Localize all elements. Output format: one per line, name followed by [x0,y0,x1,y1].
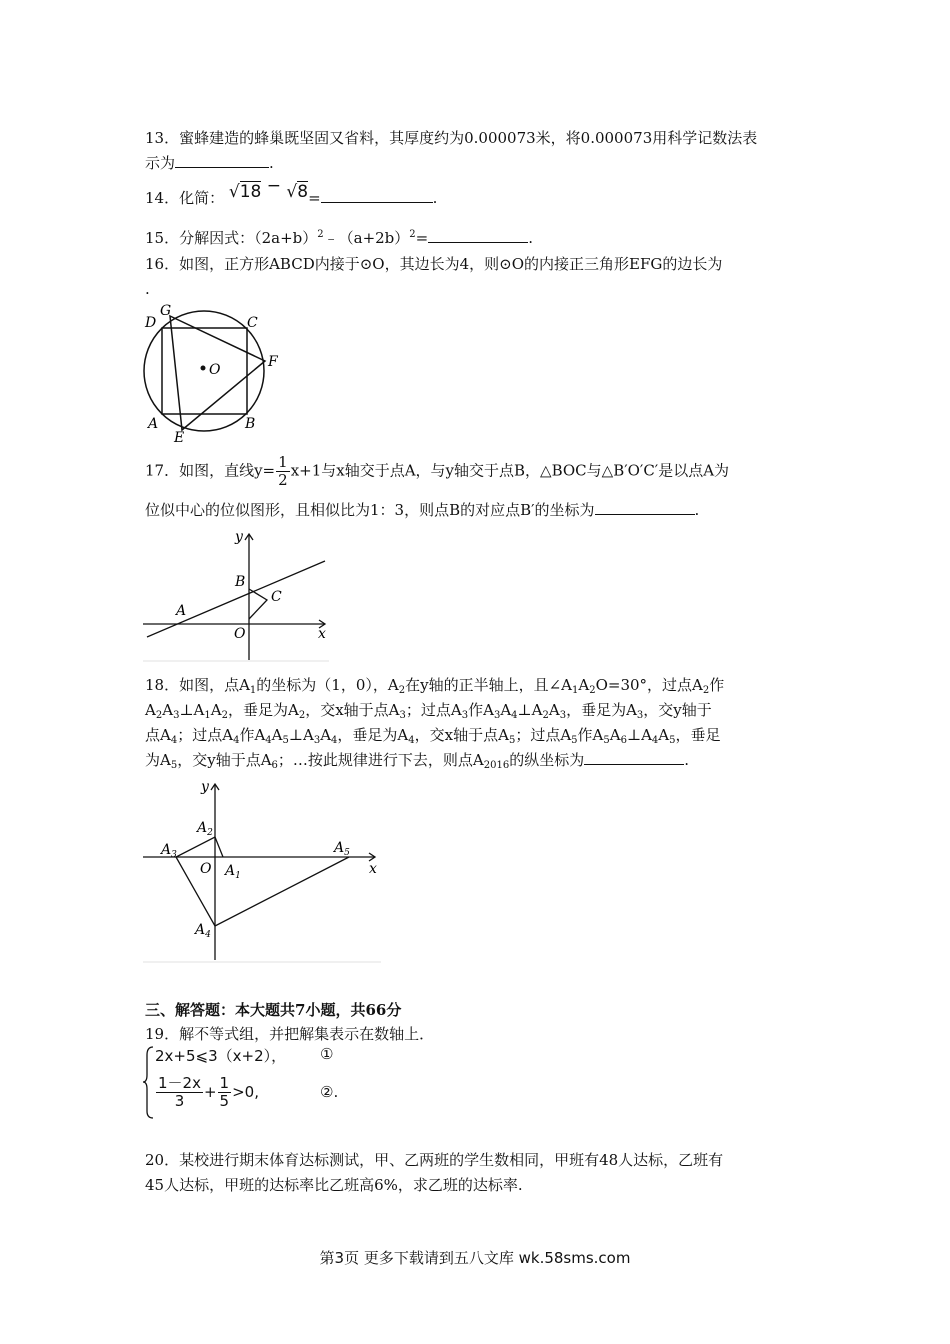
label-x: x [318,626,326,642]
sqrt-icon: √ [286,182,298,202]
left-brace-icon [143,1045,155,1120]
frac-numerator: 1 [278,453,288,471]
label-a: A [176,603,187,619]
q17-prefix: 17．如图，直线y= [145,461,276,480]
center-point [201,366,206,371]
fraction-one-half [276,454,290,489]
label-a4: $A_4$ [195,922,211,940]
label-e: E [174,430,185,444]
coordinate-figure-18 [143,778,381,964]
page-footer: 第3页 更多下载请到五八文库 wk.58sms.com [319,1249,631,1267]
label-g: G [160,304,172,319]
label-a5: $A_5$ [334,840,350,858]
q20-line2: 45人达标，甲班的达标率比乙班高6%，求乙班的达标率. [145,1176,523,1194]
question-16 [145,252,810,302]
label-a3: $A_3$ [161,842,177,860]
question-20 [145,1148,810,1198]
answer-blank[interactable] [428,227,528,243]
frac-denominator: 2 [278,471,288,489]
answer-blank[interactable] [595,499,695,515]
spiral-path [176,837,349,926]
label-y: y [235,529,243,545]
inequality-1: 2x+5⩽3（x+2）， [155,1047,287,1065]
q17-end: . [694,501,700,519]
label-x: x [369,861,377,877]
label-f: F [268,354,278,370]
inequality-2-rest: >0, [232,1083,259,1101]
label-d: D [145,315,157,331]
exponent: 2 [317,229,324,240]
inequality-system [143,1045,383,1120]
label-a1: $A_1$ [225,863,241,881]
plus-sign: + [203,1083,217,1101]
circled-one: ① [320,1045,334,1063]
label-c: C [271,589,282,605]
question-18: 18．如图，点$A_1$的坐标为（1，0），$A_2$在y轴的正半轴上，且$\angle A_1A_2O=30^\circ$，过点$A_2$作 $A_2A_3\perp A_1A_2$，垂足为$A_2$，交x轴于点$A_3$；过点$A_3$作$A_3A_4\perp A_2A_3$，垂足为$A_3$，交y轴于 点$A_4$；过点$A_4$作$A_4A_5\perp A_3A_4$，垂足为$A_4$，交x轴于点$A_5$；过点$A_5$作$A_5A_6\perp A_4A_5$，垂足 为$A_5$，交y轴于点$A_6$；…按此规律进行下去，则点$A_{2016}$的纵坐标为 . [145,676,725,771]
question-13 [145,126,810,176]
question-19: 19．解不等式组，并把解集表示在数轴上． [145,1025,435,1043]
fraction-1-2x-over-3: $\frac{1-2x}{3}$ [158,1074,201,1110]
q14-eq: = [308,189,321,207]
question-17 [145,454,810,489]
q17-suffix: x+1与x轴交于点A，与y轴交于点B，△BOC与△B′O′C′是以点A为 [290,461,730,480]
exponent: 2 [409,229,416,240]
square-abcd [162,328,247,414]
q15-prefix: 15．分解因式：（2a+b） [145,229,318,247]
q13-line2: 示为 [145,154,176,172]
q13-line1: 13．蜜蜂建造的蜂巢既坚固又省料，其厚度约为0.000073米，将0.000073用科学记数法表 [145,129,758,147]
label-y: y [201,779,209,795]
radicand-18: 18 [239,182,262,202]
q15-mid: ﹣（a+2b） [323,229,410,247]
label-b: B [245,416,256,432]
section-heading: 三、解答题：本大题共7小题，共66分 [145,1001,402,1019]
label-o: O [234,626,246,642]
q16-line2: . [145,280,150,298]
q17-line2: 位似中心的位似图形，且相似比为1：3，则点B的对应点B′的坐标为 [145,501,595,519]
radicand-8: 8 [297,182,309,202]
q13-end: . [269,154,274,172]
circle-square-triangle-figure [143,304,283,444]
q16-line1: 16．如图，正方形ABCD内接于⊙O，其边长为4，则⊙O的内接正三角形EFG的边长为 [145,255,723,273]
triangle-boc [249,589,267,619]
question-14 [145,176,810,211]
q15-end: . [528,229,534,247]
answer-blank[interactable] [321,187,433,203]
question-15 [145,226,810,251]
inequality-row-1 [155,1045,334,1066]
q14-prefix: 14．化简： [145,189,225,207]
label-o: O [209,362,221,378]
label-a2: $A_2$ [197,820,213,838]
answer-blank[interactable] [584,749,684,765]
inequality-row-2 [155,1074,339,1110]
sqrt-icon: √ [228,182,240,202]
answer-blank[interactable] [175,152,269,168]
q15-eq: = [415,229,429,247]
label-o: O [200,861,212,877]
q20-line1: 20．某校进行期末体育达标测试，甲、乙两班的学生数相同，甲班有48人达标，乙班有 [145,1151,724,1169]
minus-sign: − [266,176,282,196]
question-17-line2 [145,498,810,523]
circled-two: ②. [320,1083,339,1101]
sqrt-expression [228,176,309,205]
fraction-1-over-5: $\frac{1}{5}$ [219,1074,230,1110]
coordinate-figure-17 [143,528,329,662]
label-c: C [247,315,258,331]
label-b: B [235,574,246,590]
q14-end: . [432,189,438,207]
label-a: A [148,416,159,432]
